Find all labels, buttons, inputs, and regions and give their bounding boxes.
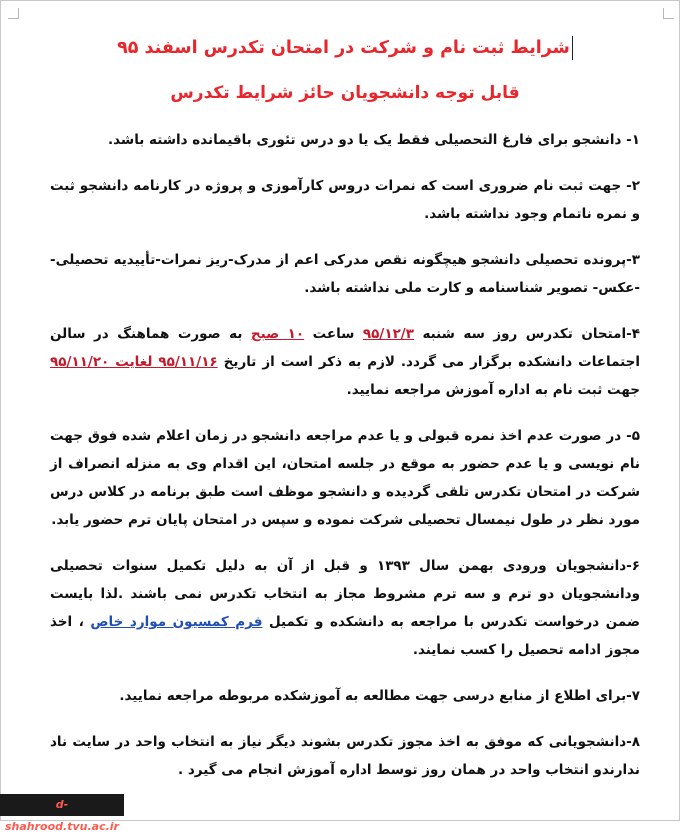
rule-4-text-a: ۴-امتحان تکدرس روز سه شنبه [413, 326, 640, 342]
rule-4-text-b: ساعت [304, 326, 363, 342]
document-body [50, 30, 640, 802]
registration-date-range: ۹۵/۱۱/۱۶ لغایت ۹۵/۱۱/۲۰ [50, 354, 218, 370]
rule-3: ۳-پرونده تحصیلی دانشجو هیچگونه نقص مدرکی اعم از مدرک-ریز نمرات-تأییدیه تحصیلی- -عکس- تصویر شناسنامه و کارت ملی نداشته باشد. [50, 252, 640, 296]
rule-7: ۷-برای اطلاع از منابع درسی جهت مطالعه به آموزشکده مربوطه مراجعه نمایید. [119, 688, 640, 704]
rule-2: ۲- جهت ثبت نام ضروری است که نمرات دروس کارآموزی و پروژه در کارنامه دانشجو ثبت و نمره ناتمام وجود نداشته باشد. [50, 178, 640, 222]
page-subtitle: قابل توجه دانشجویان حائز شرایط تکدرس [170, 83, 520, 103]
rule-5: ۵- در صورت عدم اخذ نمره قبولی و یا عدم مراجعه دانشجو در زمان اعلام شده فوق جهت نام نویسی و یا عدم حضور به موقع در جلسه امتحان، این اقدام وی به منزله انصراف از شرکت در امتحان تکدرس تلقی گردیده و دانشجو موظف است طبق برنامه در کلاس درس مورد نظر در طول نیمسال تحصیلی شرکت نموده و سپس در امتحان پایان ترم حضور یابد. [50, 428, 640, 528]
rule-4-text-c: به صورت هماهنگ در سالن اجتماعات دانشکده برگزار می گردد. لازم به ذکر است از تاریخ [50, 326, 640, 370]
page-title: شرایط ثبت نام و شرکت در امتحان تکدرس اسفند ۹۵ [50, 30, 640, 66]
rule-4-text-d: جهت ثبت نام به اداره آموزش مراجعه نمایید. [346, 382, 640, 398]
rule-8: ۸-دانشجویانی که موفق به اخذ مجوز تکدرس بشوند دیگر نیاز به انتخاب واحد در سایت ناد ندارندو انتخاب واحد در همان روز توسط اداره آموزش انجام می گیرد . [50, 734, 640, 778]
rule-4 [50, 320, 640, 404]
text-cursor [572, 36, 573, 60]
rule-1: ۱- دانشجو برای فارغ التحصیلی فقط یک یا دو درس تئوری باقیمانده داشته باشد. [108, 132, 640, 148]
rule-6-text-a: ۶-دانشجویان ورودی بهمن سال ۱۳۹۳ و قبل از آن به دلیل تکمیل سنوات تحصیلی ودانشجویان دو ترم و سه ترم مشروط مجاز به انتخاب تکدرس نمی باشند .لذا بایست ضمن درخواست تکدرس با مراجعه به دانشکده و تکمیل [50, 558, 641, 630]
rule-6 [50, 552, 640, 664]
rule-6-text-b: ، اخذ مجوز ادامه تحصیل را کسب نمایند. [50, 614, 640, 658]
crop-mark-top-left [8, 8, 19, 19]
site-watermark: d-shahrood.tvu.ac.ir [0, 794, 124, 816]
special-cases-form-link[interactable]: فرم کمسیون موارد خاص [90, 614, 263, 630]
exam-date: ۹۵/۱۲/۳ [362, 326, 414, 342]
exam-time: ۱۰ صبح [250, 326, 305, 342]
crop-mark-top-right [663, 8, 674, 19]
